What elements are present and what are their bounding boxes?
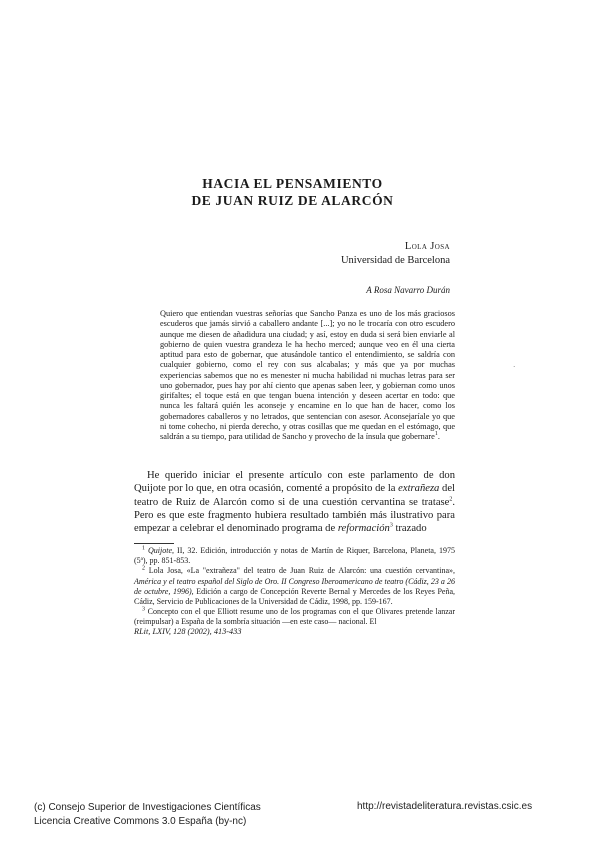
footnote-num: 3 (142, 606, 145, 613)
footnote-3-text: Concepto con el que Elliott resume uno de los programas con el que Olivares pretende lanzar (reimpulsar) a España de la sombría situación —en este caso— nacional. El (134, 607, 456, 627)
body-term-reformacion: reformación (337, 523, 390, 535)
body-text-tail: trazado (392, 523, 427, 535)
footnote-2 (134, 566, 455, 607)
footnote-separator (134, 543, 174, 544)
epigraph-note-ref: 1 (434, 431, 438, 438)
footnote-ref-3: 3 (389, 522, 393, 529)
journal-reference-text: RLit, LXIV, 128 (2002), 413-433 (134, 627, 242, 636)
footnotes (134, 546, 455, 628)
article-title-line2: DE JUAN RUIZ DE ALARCÓN (191, 193, 394, 208)
body-text-start: He querido iniciar el presente artículo con este parlamento de don Quijote por lo que, en otra ocasión, comenté a propósito de la (134, 470, 455, 495)
footnote-2-italic: América y el teatro español del Siglo de Oro. II Congreso Iberoamericano de teatro (Cádiz, 23 a 26 de octubre, 1996) (134, 576, 455, 596)
author-affiliation: Universidad de Barcelona (340, 255, 450, 266)
license-line2: Licencia Creative Commons 3.0 España (by-nc) (34, 816, 247, 827)
journal-url-link[interactable]: http://revistadeliteratura.revistas.csic.es (357, 801, 533, 812)
license-footer (34, 801, 261, 829)
body-text-mid1: del teatro de Ruiz de Alarcón como si de una cuestión cervantina se tratase (134, 483, 455, 508)
footnote-3 (134, 607, 455, 627)
footnote-2-part1: Lola Josa, «La "extrañeza" del teatro de Juan Ruiz de Alarcón: una cuestión cervantina», (148, 566, 455, 576)
footnote-1 (134, 546, 455, 566)
footnote-num: 1 (142, 545, 145, 552)
author-name-text: Lola Josa (404, 241, 450, 252)
license-line1: (c) Consejo Superior de Investigaciones Científicas (34, 802, 261, 813)
footnote-1-italic: Quijote (148, 546, 173, 555)
journal-reference (134, 627, 241, 636)
article-title-line1: HACIA EL PENSAMIENTO (202, 176, 383, 191)
footnote-2-part2: , Edición a cargo de Concepción Reverte Bernal y Mercedes de los Reyes Peña, Cádiz, Servicio de Publicaciones de la Universidad de Cádiz, 1998, pp. 159-167. (134, 586, 455, 607)
footnote-1-text: , II, 32. Edición, introducción y notas de Martín de Riquer, Barcelona, Planeta, 1975 (5ª), pp. 851-853. (134, 546, 455, 566)
body-term-extraneza: extrañeza (398, 483, 440, 495)
epigraph-quote: Quiero que entiendan vuestras señorías que Sancho Panza es uno de los más graciosos escuderos que jamás sirvió a caballero andante [...]; yo no le trocaría con otro escudero aunque me diesen de añadidura una ciudad; y así, estoy en duda si será bien enviarle al gobierno de quien vuestra grandeza le ha hecho merced; aunque veo en él una cierta aptitud para esto de gobernar, que atusándole tantico el entendimiento, se saldría con cualquier gobierno, como el rey con sus alcabalas; y más que ya por muchas experiencias sabemos que no es menester ni mucha habilidad ni muchas letras para ser uno gobernador, pues hay por ahí ciento que apenas saben leer, y gobiernan como unos girifaltes; el toque está en que tengan buena intención y deseen acertar en todo: que nunca les faltará quién les aconseje y encamine en lo que han de hacer, como los gobernadores caballeros y no letrados, que sentencian con asesor. Aconsejaríale yo que ni tome cohecho, ni pierda derecho, y otras cosillas que me quedan en el estómago, que saldrán a su tiempo, para utilidad de Sancho y provecho de la ínsula que gobernare$^1$. (160, 309, 455, 441)
footnote-num: 2 (142, 565, 145, 572)
body-text-mid2: . Pero es que este fragmento hubiera resultado también más ilustrativo para empezar a celebrar el denominado programa de (134, 496, 455, 535)
epigraph-text: Quiero que entiendan vuestras señorías que Sancho Panza es uno de los más graciosos escuderos que jamás sirvió a caballero andante [...]; yo no le trocaría con otro escudero aunque me diesen de añadidura una ciudad; y así, estoy en duda si será bien enviarle al gobierno de quien vuestra grandeza le ha hecho merced; aunque veo en él una cierta aptitud para esto de gobernar, que atusándole tantico el entendimiento, se saldría con cualquier gobierno, como el rey con sus alcabalas; y más que ya por muchas experiencias sabemos que no es menester ni mucha habilidad ni muchas letras para ser uno gobernador, pues hay por ahí ciento que apenas saben leer, y gobiernan como unos girifaltes; el toque está en que tengan buena intención y deseen acertar en todo: que nunca les faltará quién les aconseje y encamine en lo que han de hacer, como los gobernadores caballeros y no letrados, que sentencian con asesor. Aconsejaríale yo que ni tome cohecho, ni pierda derecho, y otras cosillas que me quedan en el estómago, que saldrán a su tiempo, para utilidad de Sancho y provecho de la ínsula que gobernare (160, 309, 455, 441)
dedication: A Rosa Navarro Durán (366, 285, 450, 295)
margin-mark: · (513, 363, 516, 371)
author-name (405, 241, 450, 252)
footnote-ref-2: 2 (449, 496, 453, 503)
body-paragraph (134, 469, 455, 535)
